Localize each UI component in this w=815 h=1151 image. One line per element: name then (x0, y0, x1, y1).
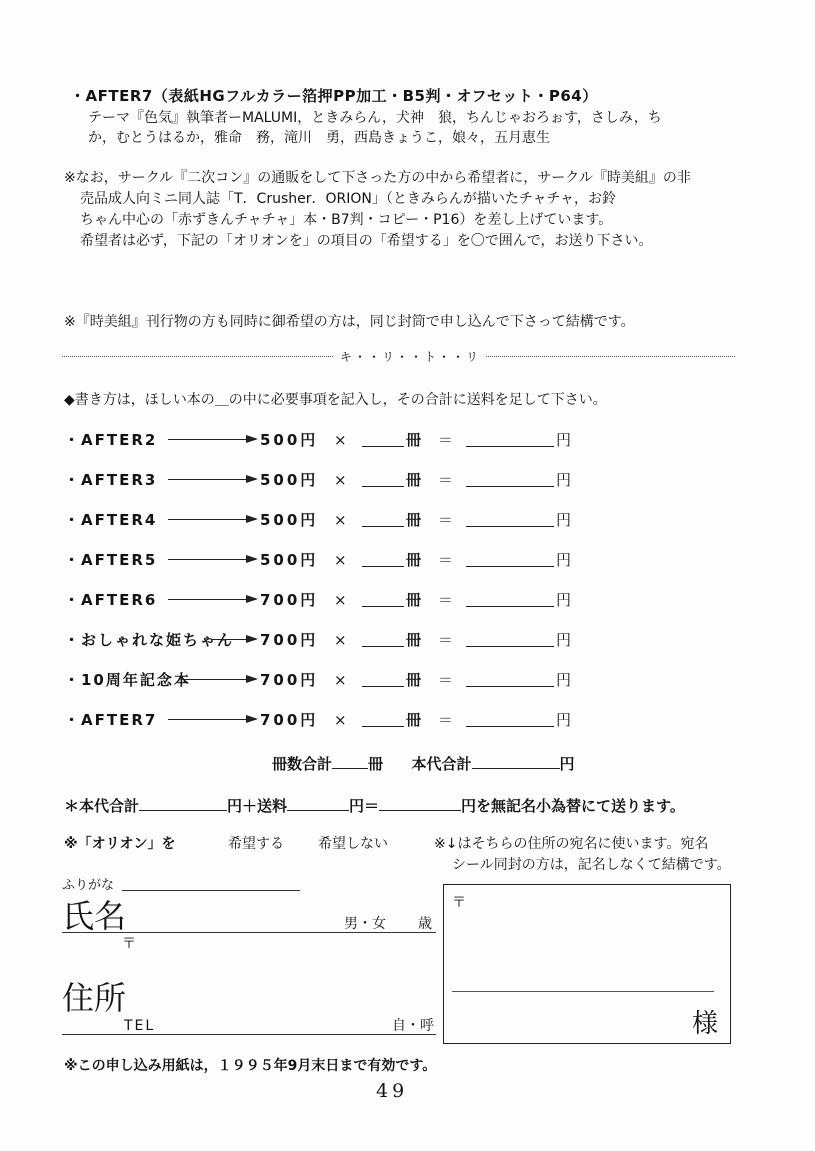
subtotal-unit: 円 (556, 431, 572, 449)
furigana-label: ふりがな (62, 878, 115, 893)
box-divider (452, 991, 714, 992)
address-note-line-2: シール同封の方は，記名しなくて結構です。 (452, 857, 731, 873)
quantity-blank[interactable] (362, 486, 404, 487)
note-line-2: 売品成人向ミニ同人誌「T．Crusher．ORION」（ときみらんが描いたチャチャ，お鈴 (80, 191, 617, 207)
equals-sign: ＝ (438, 471, 454, 489)
arrow-icon (168, 719, 256, 720)
cut-label: キ・・リ・・ト・・リ (334, 348, 486, 365)
subtotal-blank[interactable] (466, 646, 554, 647)
subtotal-unit: 円 (556, 591, 572, 609)
arrow-icon (168, 519, 256, 520)
order-item-name: ・AFTER4 (64, 511, 158, 529)
quantity-blank[interactable] (362, 566, 404, 567)
quantity-blank[interactable] (362, 526, 404, 527)
note-line-4: 希望者は必ず，下記の「オリオンを」の項目の「希望する」を〇で囲んで，お送り下さい。 (80, 233, 653, 249)
same-envelope-note: ※『時美組』刊行物の方も同時に御希望の方は，同じ封筒で申し込んで下さって結構です。 (64, 314, 635, 330)
orion-no-option[interactable]: 希望しない (318, 836, 388, 852)
quantity-unit: 冊 (406, 431, 422, 449)
note-line-1: ※なお，サークル『二次コン』の通販をして下さった方の中から希望者に，サークル『時美組』の非 (64, 170, 691, 186)
order-item-price: 500円 (260, 431, 319, 449)
equals-sign: ＝ (438, 551, 454, 569)
arrow-icon (182, 679, 256, 680)
page-number: 49 (376, 1080, 409, 1102)
gender-label: 男・女 (344, 916, 386, 932)
orion-label: ※「オリオン」を (64, 836, 176, 852)
multiply-sign: × (334, 631, 347, 649)
arrow-icon (168, 439, 256, 440)
count-total-blank[interactable] (332, 752, 368, 769)
multiply-sign: × (334, 511, 347, 529)
subtotal-blank[interactable] (466, 726, 554, 727)
quantity-unit: 冊 (406, 631, 422, 649)
quantity-unit: 冊 (406, 711, 422, 729)
subtotal-unit: 円 (556, 671, 572, 689)
address-field[interactable] (62, 1034, 436, 1035)
summary-shipping-label: 円＋送料 (227, 797, 288, 815)
subtotal-blank[interactable] (466, 566, 554, 567)
multiply-sign: × (334, 431, 347, 449)
subtotal-blank[interactable] (466, 486, 554, 487)
multiply-sign: × (334, 711, 347, 729)
quantity-blank[interactable] (362, 606, 404, 607)
price-total-blank[interactable] (472, 752, 560, 769)
arrow-icon (168, 479, 256, 480)
count-total-label: 冊数合計 (272, 755, 333, 773)
theme-line-2: か，むとうはるか，雅命 務，滝川 勇，西島きょうこ，娘々，五月恵生 (88, 130, 550, 146)
summary-line (64, 794, 685, 816)
multiply-sign: × (334, 591, 347, 609)
multiply-sign: × (334, 471, 347, 489)
name-field[interactable] (62, 932, 436, 933)
quantity-blank[interactable] (362, 646, 404, 647)
equals-sign: ＝ (438, 711, 454, 729)
note-line-3: ちゃん中心の「赤ずきんチャチャ」本・B7判・コピー・P16）を差し上げています。 (80, 212, 613, 228)
address-note-line-1: ※↓はそちらの住所の宛名に使います。宛名 (434, 836, 709, 852)
arrow-icon (168, 599, 256, 600)
summary-shipping-blank[interactable] (287, 794, 349, 811)
subtotal-unit: 円 (556, 471, 572, 489)
order-item-name: ・AFTER5 (64, 551, 158, 569)
theme-line-1: テーマ『色気』執筆者ーMALUMI，ときみらん，犬神 狼，ちんじゃおろぉす，さしみ，ち (88, 110, 662, 126)
quantity-unit: 冊 (406, 511, 422, 529)
order-item-price: 500円 (260, 551, 319, 569)
subtotal-unit: 円 (556, 711, 572, 729)
arrow-icon (212, 639, 256, 640)
price-total-label: 本代合計 (411, 755, 472, 773)
multiply-sign: × (334, 671, 347, 689)
summary-equals-label: 円＝ (349, 797, 380, 815)
quantity-unit: 冊 (406, 551, 422, 569)
tel-label: TEL (124, 1018, 156, 1034)
order-item-name: ・10周年記念本 (64, 671, 191, 689)
order-item-name: ・AFTER6 (64, 591, 158, 609)
order-row (64, 668, 584, 692)
equals-sign: ＝ (438, 591, 454, 609)
order-row (64, 548, 584, 572)
subtotal-unit: 円 (556, 631, 572, 649)
quantity-unit: 冊 (406, 471, 422, 489)
equals-sign: ＝ (438, 431, 454, 449)
quantity-blank[interactable] (362, 726, 404, 727)
summary-payment-note: 円を無記名小為替にて送ります。 (461, 797, 685, 815)
validity-note: ※この申し込み用紙は，１９９５年9月末日まで有効です。 (64, 1058, 437, 1074)
equals-sign: ＝ (438, 511, 454, 529)
postal-mark: 〒 (122, 936, 136, 952)
instructions: ◆書き方は，ほしい本の＿の中に必要事項を記入し，その合計に送料を足して下さい。 (64, 392, 607, 408)
order-row (64, 468, 584, 492)
summary-grand-total-blank[interactable] (379, 794, 461, 811)
subtotal-unit: 円 (556, 511, 572, 529)
subtotal-blank[interactable] (466, 526, 554, 527)
summary-book-total-label: ＊本代合計 (64, 797, 140, 815)
totals-line (272, 752, 575, 774)
multiply-sign: × (334, 551, 347, 569)
quantity-blank[interactable] (362, 686, 404, 687)
name-label: 氏名 (62, 897, 127, 935)
order-item-name: ・おしゃれな姫ちゃん (64, 631, 235, 649)
quantity-unit: 冊 (406, 591, 422, 609)
order-row (64, 508, 584, 532)
order-row (64, 588, 584, 612)
box-sama: 様 (691, 1009, 718, 1039)
subtotal-blank[interactable] (466, 686, 554, 687)
order-item-name: ・AFTER3 (64, 471, 158, 489)
count-total-unit: 冊 (368, 755, 384, 773)
address-label: 住所 (62, 979, 127, 1017)
equals-sign: ＝ (438, 671, 454, 689)
phone-type-label: 自・呼 (392, 1018, 434, 1034)
age-label: 歳 (418, 916, 432, 932)
orion-yes-option[interactable]: 希望する (228, 836, 284, 852)
order-item-name: ・AFTER2 (64, 431, 158, 449)
subtotal-blank[interactable] (466, 446, 554, 447)
order-item-price: 700円 (260, 711, 319, 729)
subtotal-unit: 円 (556, 551, 572, 569)
equals-sign: ＝ (438, 631, 454, 649)
after7-description: ・AFTER7（表紙HGフルカラー箔押PP加工・B5判・オフセット・P64） (70, 87, 598, 105)
quantity-unit: 冊 (406, 671, 422, 689)
order-item-price: 500円 (260, 511, 319, 529)
order-row (64, 628, 584, 652)
address-label-box[interactable] (443, 884, 731, 1044)
order-item-name: ・AFTER7 (64, 711, 158, 729)
order-item-price: 700円 (260, 671, 319, 689)
price-total-unit: 円 (559, 755, 575, 773)
arrow-icon (168, 559, 256, 560)
order-item-price: 700円 (260, 631, 319, 649)
subtotal-blank[interactable] (466, 606, 554, 607)
box-postal-mark: 〒 (452, 895, 466, 911)
order-row (64, 708, 584, 732)
quantity-blank[interactable] (362, 446, 404, 447)
summary-book-total-blank[interactable] (139, 794, 227, 811)
order-item-price: 500円 (260, 471, 319, 489)
order-row (64, 428, 584, 452)
order-item-price: 700円 (260, 591, 319, 609)
furigana-field[interactable] (122, 890, 300, 891)
